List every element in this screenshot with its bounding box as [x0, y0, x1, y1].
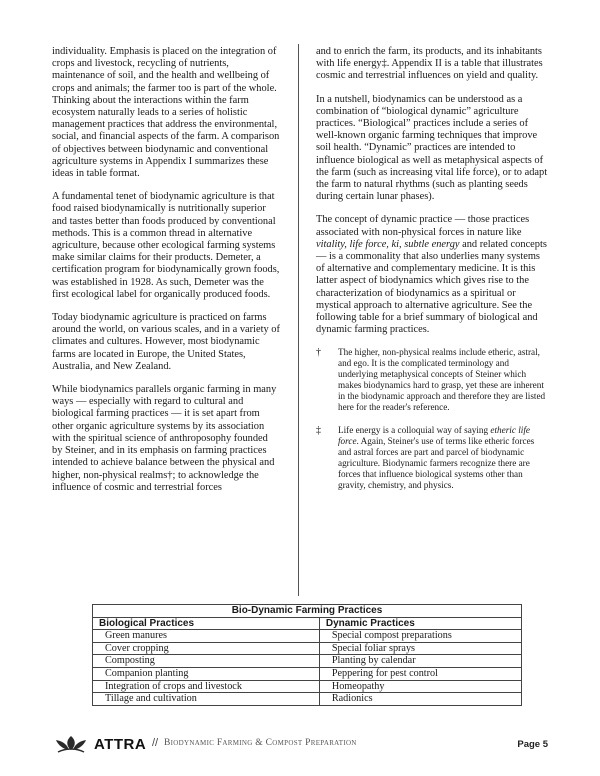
footnote-text: [338, 425, 548, 491]
left-paragraph-3: Today biodynamic agriculture is practiced on farms around the world, on various scales, and in a variety of climates and cultures. However, most biodynamic farms are located in Europe, the United States, Australia, and New Zealand.: [52, 312, 280, 372]
table-header-biological: Biological Practices: [93, 617, 320, 630]
right-column: [316, 46, 548, 503]
left-paragraph-2: A fundamental tenet of biodynamic agriculture is that food raised biodynamically is nutritionally superior and tastes better than foods produced by conventional methods. This is a common thread in alternative agriculture, because other ecological farming systems make similar claims for their products. Demeter, a certification program for biodynamically grown foods, was established in 1928. As such, Demeter was the first ecological label for organically produced foods.: [52, 191, 280, 300]
table-cell: Homeopathy: [319, 680, 521, 693]
table-row: [93, 693, 522, 706]
footnote-double-dagger: [316, 425, 548, 491]
table-row: [93, 655, 522, 668]
right-paragraph-2: In a nutshell, biodynamics can be understood as a combination of “biological dynamic” agriculture practices. “Biological” practices include a series of well-known organic farming techniques that improve soil health. “Dynamic” practices are intended to influence biological as well as metaphysical aspects of the farm (such as increasing vital life force), or to adapt the farm to natural rhythms (such as planting seeds during certain lunar phases).: [316, 93, 548, 203]
table-cell: Cover cropping: [93, 642, 320, 655]
emphasis-text: etheric life force: [338, 425, 530, 447]
page-footer: [52, 734, 552, 756]
table-cell: Radionics: [319, 693, 521, 706]
footnote-text: The higher, non-physical realms include etheric, astral, and ego. It is the complicated terminology and underlying metaphysical concepts of Steiner which makes biodynamics hard to grasp, yet these are inherent in the biodynamic approach and therefore they are listed here for the reader's reference.: [338, 347, 546, 413]
practices-table: [92, 604, 522, 706]
table-row: [93, 642, 522, 655]
table-cell: Peppering for pest control: [319, 667, 521, 680]
text-run: The concept of dynamic practice — those practices associated with non-physical forces in nature like: [316, 214, 530, 238]
table-header-dynamic: Dynamic Practices: [319, 617, 521, 630]
left-column: [52, 46, 280, 505]
footnote-mark: †: [316, 347, 321, 359]
footnote-mark: ‡: [316, 425, 321, 437]
page-number: Page 5: [517, 739, 548, 750]
table-row: [93, 630, 522, 643]
emphasis-text: vitality, life force, ki, subtle energy: [316, 238, 460, 250]
footer-publication-title: Biodynamic Farming & Compost Preparation: [164, 738, 357, 748]
footnote-dagger: [316, 347, 548, 413]
left-paragraph-1: individuality. Emphasis is placed on the integration of crops and livestock, recycling of nutrients, maintenance of soil, and the health and wellbeing of crops and animals; the farmer too is part of the whole. Thinking about the interactions within the farm ecosystem naturally leads to a series of holistic management practices that address the environmental, social, and financial aspects of the farm. A comparison of objectives between biodynamic and conventional agriculture systems in Appendix I summarizes these ideas in table format.: [52, 46, 280, 180]
table-cell: Green manures: [93, 630, 320, 643]
right-paragraph-3: [316, 214, 548, 336]
left-paragraph-4: While biodynamics parallels organic farming in many ways — especially with regard to cultural and biological farming practices — it is set apart from other organic agriculture systems by its association with the spiritual science of anthroposophy founded by Steiner, and in its emphasis on farming practices intended to achieve balance between the physical and higher, non-physical realms†; to acknowledge the influence of cosmic and terrestrial forces: [52, 384, 277, 493]
table-cell: Special foliar sprays: [319, 642, 521, 655]
table-cell: Companion planting: [93, 667, 320, 680]
table-cell: Composting: [93, 655, 320, 668]
table-cell: Planting by calendar: [319, 655, 521, 668]
column-divider: [298, 44, 299, 596]
table-row: [93, 680, 522, 693]
text-run: and related concepts — is a commonality that also underlies many systems of alternative and complementary medicine. It is this latter aspect of biodynamics which gives rise to the characterization of biodynamics as a spiritual or mystical approach to alternative agriculture. See the following table for a brief summary of biological and dynamic farming practices.: [316, 238, 547, 336]
table-cell: Integration of crops and livestock: [93, 680, 320, 693]
attra-leaf-icon: [52, 734, 90, 759]
text-run: . Again, Steiner's use of terms like etheric forces and astral forces are part and parcel of biodynamic agriculture. Biodynamic farmers recognize there are forces that influence biological systems other than gravity, chemistry, and physics.: [338, 436, 535, 491]
table-title: Bio-Dynamic Farming Practices: [93, 605, 522, 618]
table-cell: Special compost preparations: [319, 630, 521, 643]
attra-logo-text: ATTRA: [94, 736, 147, 753]
right-paragraph-1: and to enrich the farm, its products, and its inhabitants with life energy‡. Appendix II is a table that illustrates cosmic and terrestrial influences on yield and quality.: [316, 46, 543, 82]
footer-separator: //: [152, 737, 159, 749]
table-cell: Tillage and cultivation: [93, 693, 320, 706]
text-run: Life energy is a colloquial way of saying: [338, 425, 491, 436]
table-row: [93, 667, 522, 680]
